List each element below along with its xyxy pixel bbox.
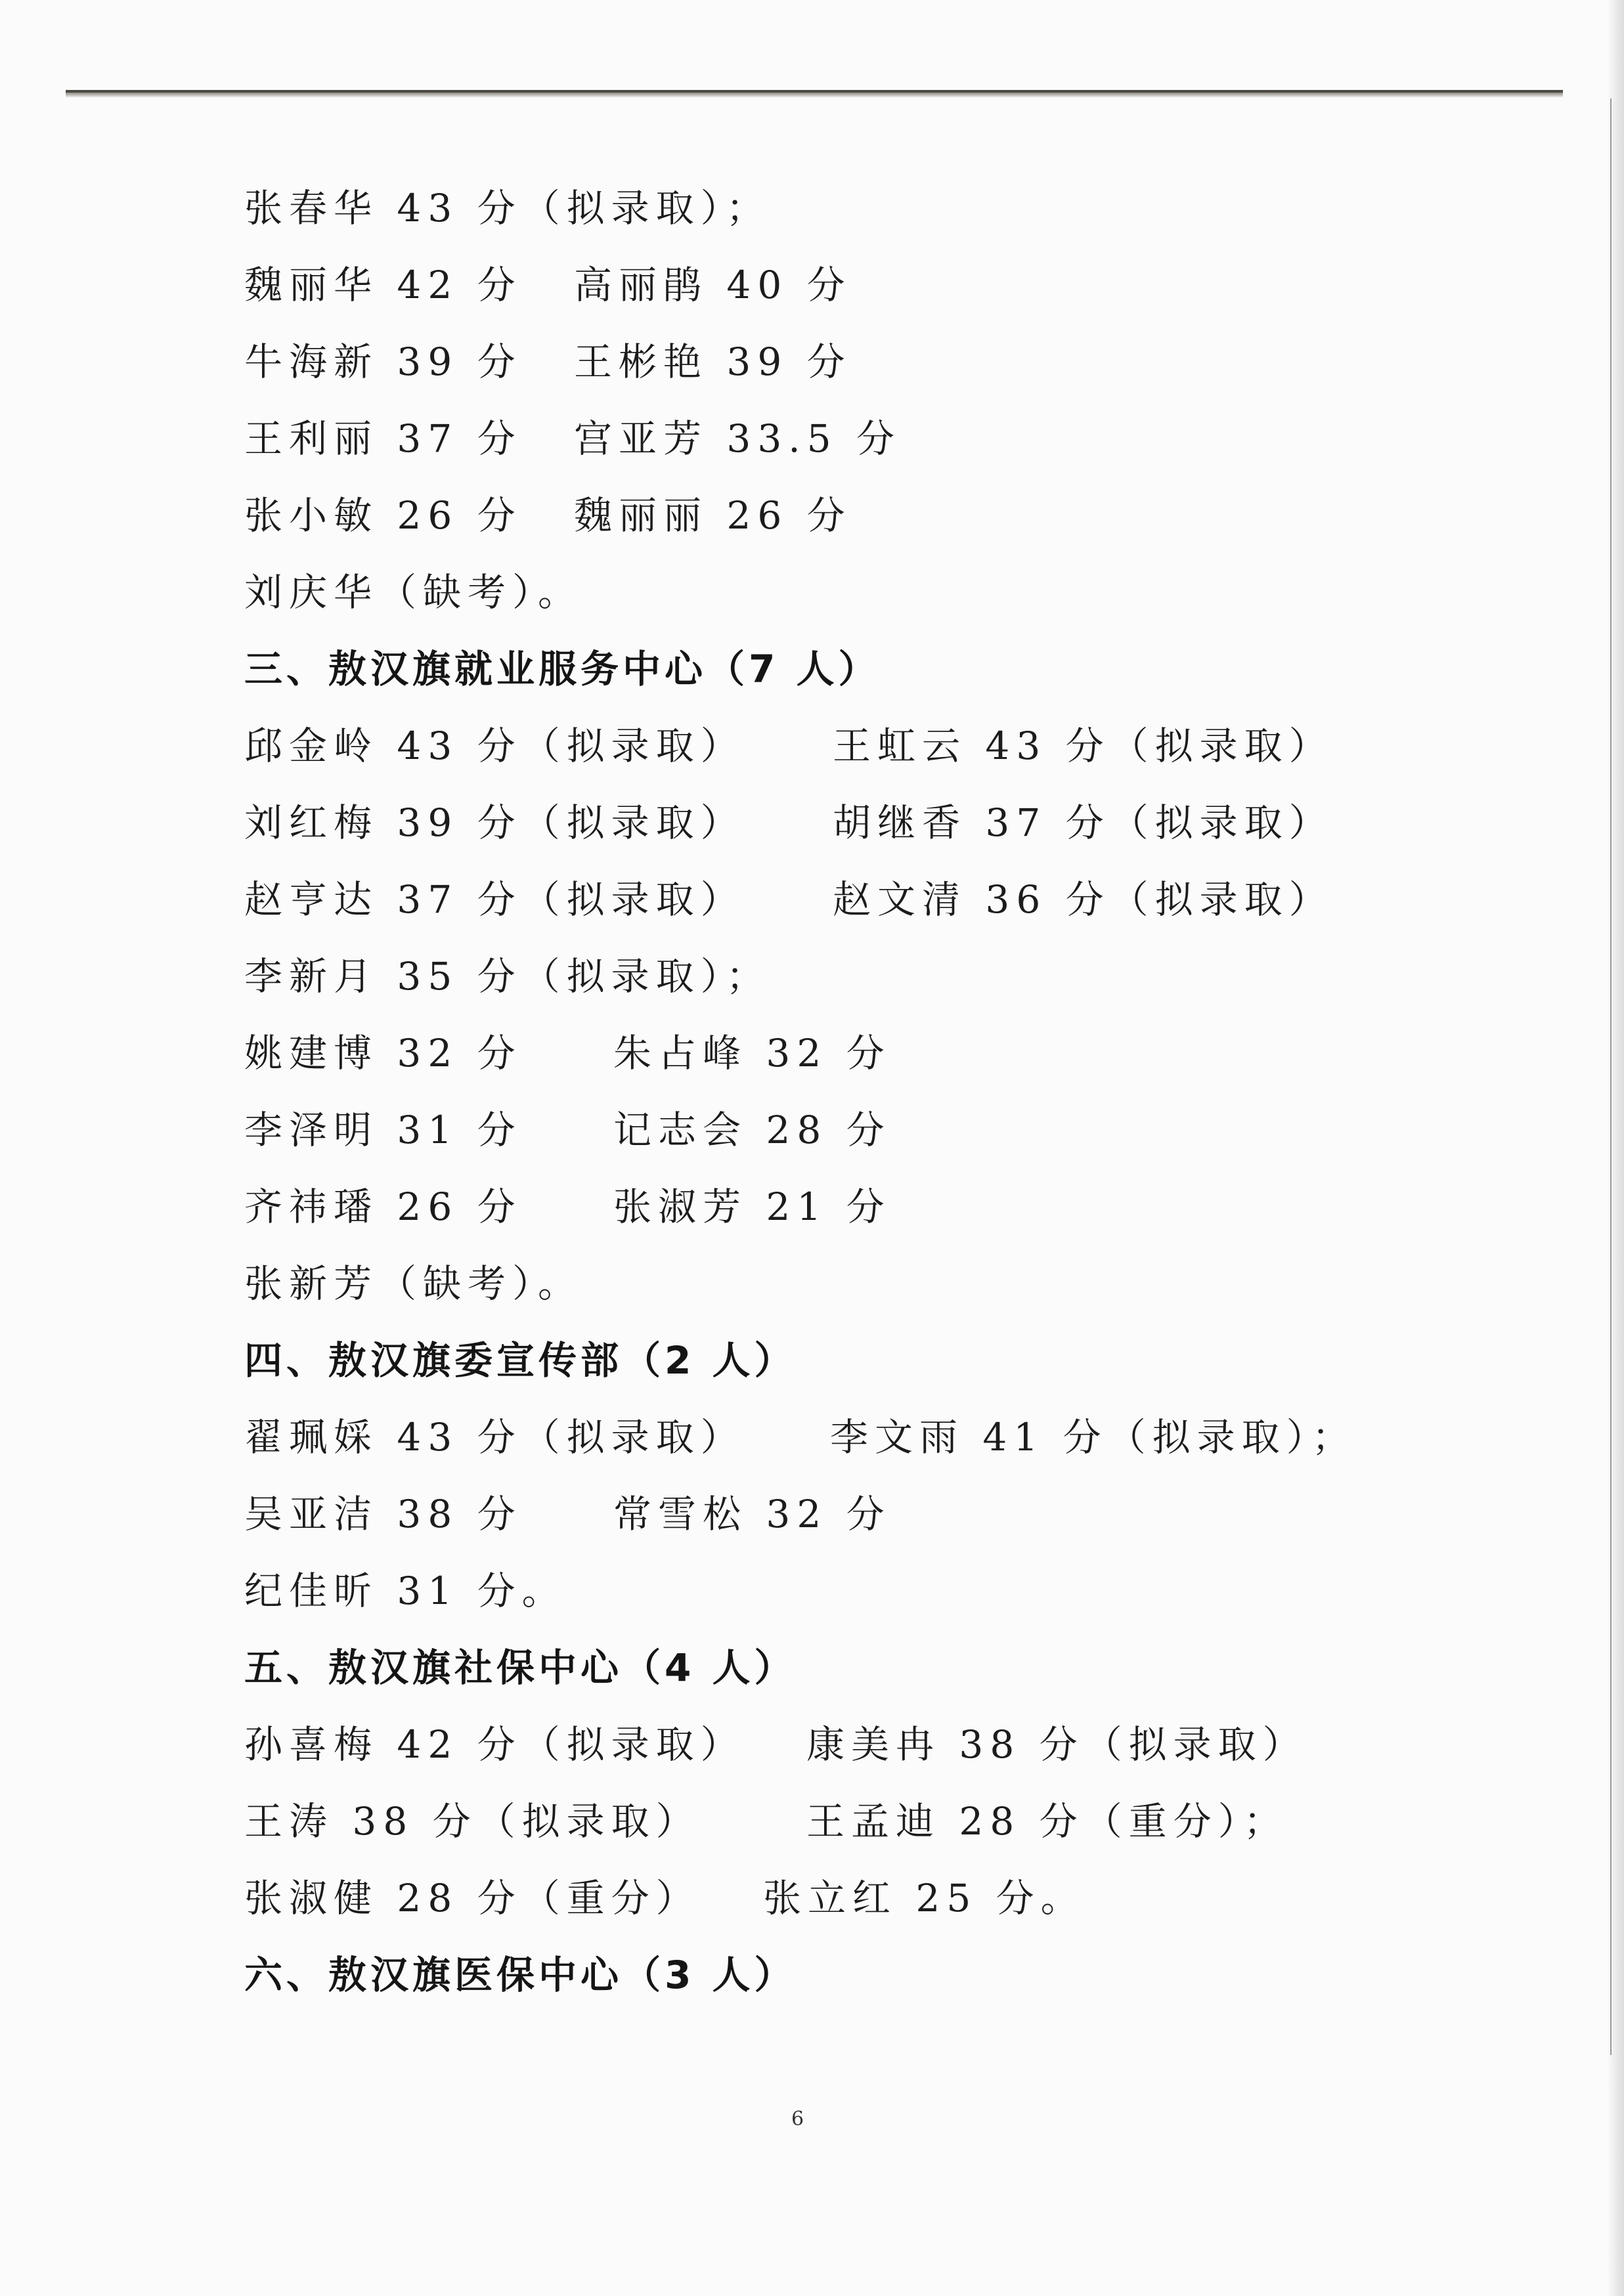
score-entry: 齐祎璠 26 分: [244, 1184, 522, 1229]
score-entry: 刘庆华（缺考）。: [244, 570, 583, 615]
score-entry: 赵文清 36 分（拟录取）: [833, 877, 1334, 922]
score-entry: 张淑健 28 分（重分）: [244, 1876, 701, 1920]
score-entry: 魏丽华 42 分: [244, 263, 522, 307]
page-edge-shadow: [1607, 0, 1624, 2296]
page-number: 6: [791, 2108, 804, 2131]
score-entry: 翟珮婇 43 分（拟录取）: [244, 1415, 745, 1460]
score-entry: 宫亚芳 33.5 分: [574, 416, 902, 461]
score-entry: 魏丽丽 26 分: [574, 493, 852, 538]
score-entry: 朱占峰 32 分: [613, 1031, 891, 1075]
score-entry: 张新芳（缺考）。: [244, 1261, 583, 1306]
score-entry: 邱金岭 43 分（拟录取）: [244, 724, 745, 768]
score-entry: 王虹云 43 分（拟录取）: [833, 724, 1334, 768]
score-entry: 牛海新 39 分: [244, 339, 522, 384]
score-entry: 张立红 25 分。: [763, 1876, 1086, 1920]
section-heading: 四、敖汉旗委宣传部（2 人）: [244, 1338, 797, 1383]
score-entry: 高丽鹃 40 分: [574, 263, 852, 307]
score-entry: 记志会 28 分: [613, 1108, 891, 1152]
score-entry: 王涛 38 分（拟录取）: [244, 1799, 701, 1844]
score-entry: 王彬艳 39 分: [574, 339, 852, 384]
score-entry: 李泽明 31 分: [244, 1108, 522, 1152]
score-entry: 赵亨达 37 分（拟录取）: [244, 877, 745, 922]
score-entry: 纪佳昕 31 分。: [244, 1569, 567, 1613]
score-entry: 常雪松 32 分: [613, 1492, 891, 1536]
score-entry: 张春华 43 分（拟录取）；: [244, 186, 771, 230]
score-entry: 姚建博 32 分: [244, 1031, 522, 1075]
score-entry: 康美冉 38 分（拟录取）: [806, 1722, 1307, 1767]
score-entry: 张淑芳 21 分: [613, 1184, 891, 1229]
section-heading: 三、敖汉旗就业服务中心（7 人）: [244, 647, 881, 691]
score-entry: 吴亚洁 38 分: [244, 1492, 522, 1536]
section-heading: 五、敖汉旗社保中心（4 人）: [244, 1645, 797, 1690]
score-entry: 胡继香 37 分（拟录取）: [833, 800, 1334, 845]
page-edge-line: [1610, 98, 1612, 2055]
score-entry: 王孟迪 28 分（重分）；: [806, 1799, 1288, 1844]
score-entry: 王利丽 37 分: [244, 416, 522, 461]
top-rule-shadow: [66, 93, 1563, 98]
score-entry: 刘红梅 39 分（拟录取）: [244, 800, 745, 845]
score-entry: 李新月 35 分（拟录取）；: [244, 954, 771, 999]
section-heading: 六、敖汉旗医保中心（3 人）: [244, 1953, 797, 1997]
score-entry: 张小敏 26 分: [244, 493, 522, 538]
score-entry: 李文雨 41 分（拟录取）；: [830, 1415, 1357, 1460]
score-entry: 孙喜梅 42 分（拟录取）: [244, 1722, 745, 1767]
